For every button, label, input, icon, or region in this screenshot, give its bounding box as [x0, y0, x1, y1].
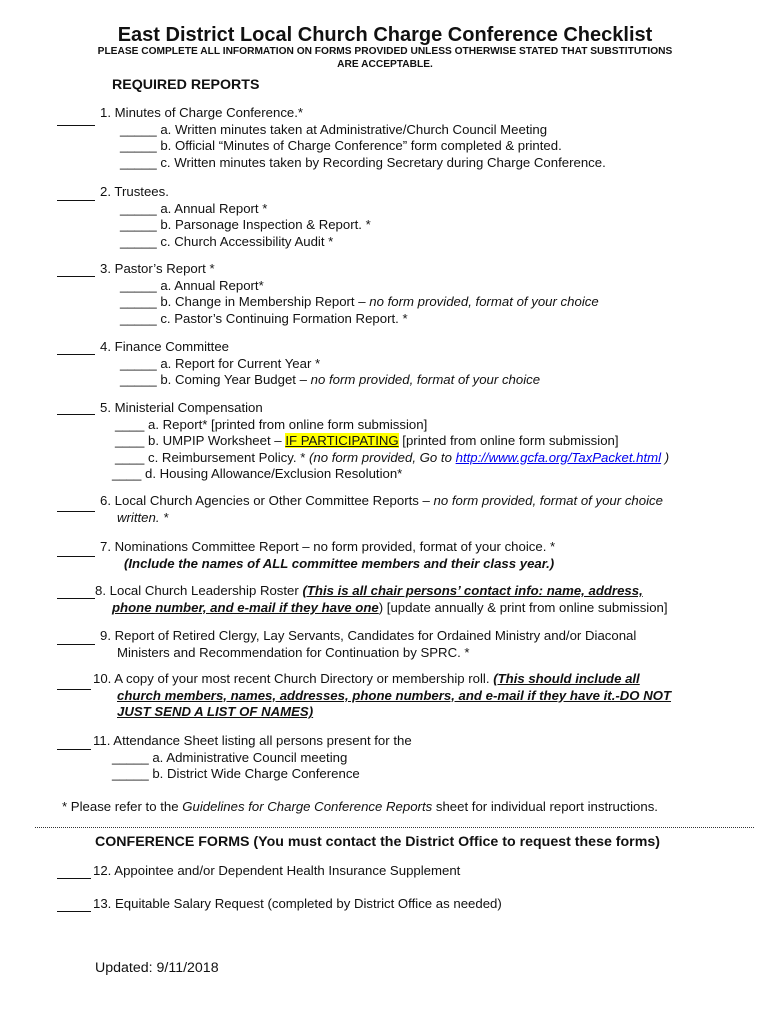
item-6-label-line2: written. * [117, 509, 169, 525]
item-8 [95, 583, 668, 616]
item-1b[interactable]: _____ b. Official “Minutes of Charge Conference” form completed & printed. [120, 138, 562, 154]
item-8-checkbox-line[interactable] [57, 586, 95, 599]
item-2c[interactable]: _____ c. Church Accessibility Audit * [120, 233, 334, 249]
item-4-checkbox-line[interactable] [57, 342, 95, 355]
item-10 [93, 671, 671, 721]
item-12-label: 12. Appointee and/or Dependent Health Insurance Supplement [93, 863, 461, 878]
item-11a[interactable]: _____ a. Administrative Council meeting [112, 749, 348, 765]
item-6-checkbox-line[interactable] [57, 499, 95, 512]
item-11-checkbox-line[interactable] [57, 737, 91, 750]
item-6 [100, 493, 663, 526]
footnote: * Please refer to the Guidelines for Charge Conference Reports sheet for individual report instructions. [62, 799, 658, 814]
updated-date: Updated: 9/11/2018 [95, 960, 219, 976]
required-reports-heading: REQUIRED REPORTS [112, 77, 260, 93]
item-1c[interactable]: _____ c. Written minutes taken by Recording Secretary during Charge Conference. [120, 154, 606, 170]
item-3-checkbox-line[interactable] [57, 264, 95, 277]
item-11-label: 11. Attendance Sheet listing all persons present for the [93, 733, 412, 748]
item-5-checkbox-line[interactable] [57, 402, 95, 415]
item-5 [100, 400, 669, 483]
item-7-checkbox-line[interactable] [57, 544, 95, 557]
gcfa-tax-packet-link[interactable]: http://www.gcfa.org/TaxPacket.html [455, 449, 662, 465]
page-title: East District Local Church Charge Conference Checklist [117, 24, 653, 46]
item-5-label: 5. Ministerial Compensation [100, 400, 263, 415]
item-2a[interactable]: _____ a. Annual Report * [120, 200, 268, 216]
item-13-label: 13. Equitable Salary Request (completed by District Office as needed) [93, 896, 502, 911]
item-10-checkbox-line[interactable] [57, 677, 91, 690]
item-2b[interactable]: _____ b. Parsonage Inspection & Report. * [120, 217, 371, 233]
item-10-label-line3: JUST SEND A LIST OF NAMES) [117, 704, 314, 720]
item-4b[interactable]: _____ b. Coming Year Budget – no form provided, format of your choice [120, 372, 541, 388]
item-1-label: 1. Minutes of Charge Conference.* [100, 105, 304, 120]
item-12-checkbox-line[interactable] [57, 866, 91, 879]
item-4a[interactable]: _____ a. Report for Current Year * [120, 355, 321, 371]
item-2-checkbox-line[interactable] [57, 188, 95, 201]
item-9-label-line2: Ministers and Recommendation for Continuation by SPRC. * [117, 644, 470, 660]
item-6-label: 6. Local Church Agencies or Other Committee Reports – no form provided, format of your choice [100, 493, 663, 508]
item-3-label: 3. Pastor’s Report * [100, 261, 215, 276]
item-9-checkbox-line[interactable] [57, 632, 95, 645]
item-4-label: 4. Finance Committee [100, 339, 229, 354]
item-3b[interactable]: _____ b. Change in Membership Report – no form provided, format of your choice [120, 294, 599, 310]
item-1-checkbox-line[interactable] [57, 113, 95, 126]
if-participating-highlight: IF PARTICIPATING [285, 433, 399, 449]
item-5b[interactable]: ____ b. UMPIP Worksheet – IF PARTICIPATING [printed from online form submission] [115, 433, 619, 449]
item-1 [100, 105, 606, 171]
item-10-label: 10. A copy of your most recent Church Directory or membership roll. (This should include all [93, 671, 640, 686]
conference-forms-heading: CONFERENCE FORMS (You must contact the District Office to request these forms) [95, 834, 660, 850]
item-10-label-line2: church members, names, addresses, phone numbers, and e-mail if they have it.-DO NOT [117, 687, 672, 703]
item-3 [100, 261, 599, 327]
item-7-note: (Include the names of ALL committee members and their class year.) [124, 555, 555, 571]
item-7 [100, 539, 555, 572]
item-4 [100, 339, 540, 389]
item-2-label: 2. Trustees. [100, 184, 169, 199]
section-divider [35, 827, 754, 828]
item-3a[interactable]: _____ a. Annual Report* [120, 277, 264, 293]
page-subtitle: PLEASE COMPLETE ALL INFORMATION ON FORMS PROVIDED UNLESS OTHERWISE STATED THAT SUBSTITUTIONS ARE ACCEPTABLE. [97, 46, 673, 71]
item-9-label: 9. Report of Retired Clergy, Lay Servants, Candidates for Ordained Ministry and/or Diaconal [100, 628, 637, 643]
item-3c[interactable]: _____ c. Pastor’s Continuing Formation Report. * [120, 310, 408, 326]
item-7-label: 7. Nominations Committee Report – no form provided, format of your choice. * [100, 539, 556, 554]
item-13-checkbox-line[interactable] [57, 899, 91, 912]
item-11b[interactable]: _____ b. District Wide Charge Conference [112, 766, 360, 782]
item-11 [93, 733, 412, 783]
item-5d[interactable]: ____ d. Housing Allowance/Exclusion Resolution* [112, 466, 403, 482]
item-9 [100, 628, 636, 661]
item-8-label-line2: phone number, and e-mail if they have one) [update annually & print from online submission] [112, 599, 668, 615]
item-8-label: 8. Local Church Leadership Roster (This is all chair persons’ contact info: name, address, [95, 583, 643, 598]
item-1a[interactable]: _____ a. Written minutes taken at Administrative/Church Council Meeting [120, 121, 548, 137]
item-5c[interactable]: ____ c. Reimbursement Policy. * (no form provided, Go to http://www.gcfa.org/TaxPacket.html ) [115, 449, 670, 465]
item-2 [100, 184, 371, 250]
item-5a[interactable]: ____ a. Report* [printed from online form submission] [115, 416, 428, 432]
